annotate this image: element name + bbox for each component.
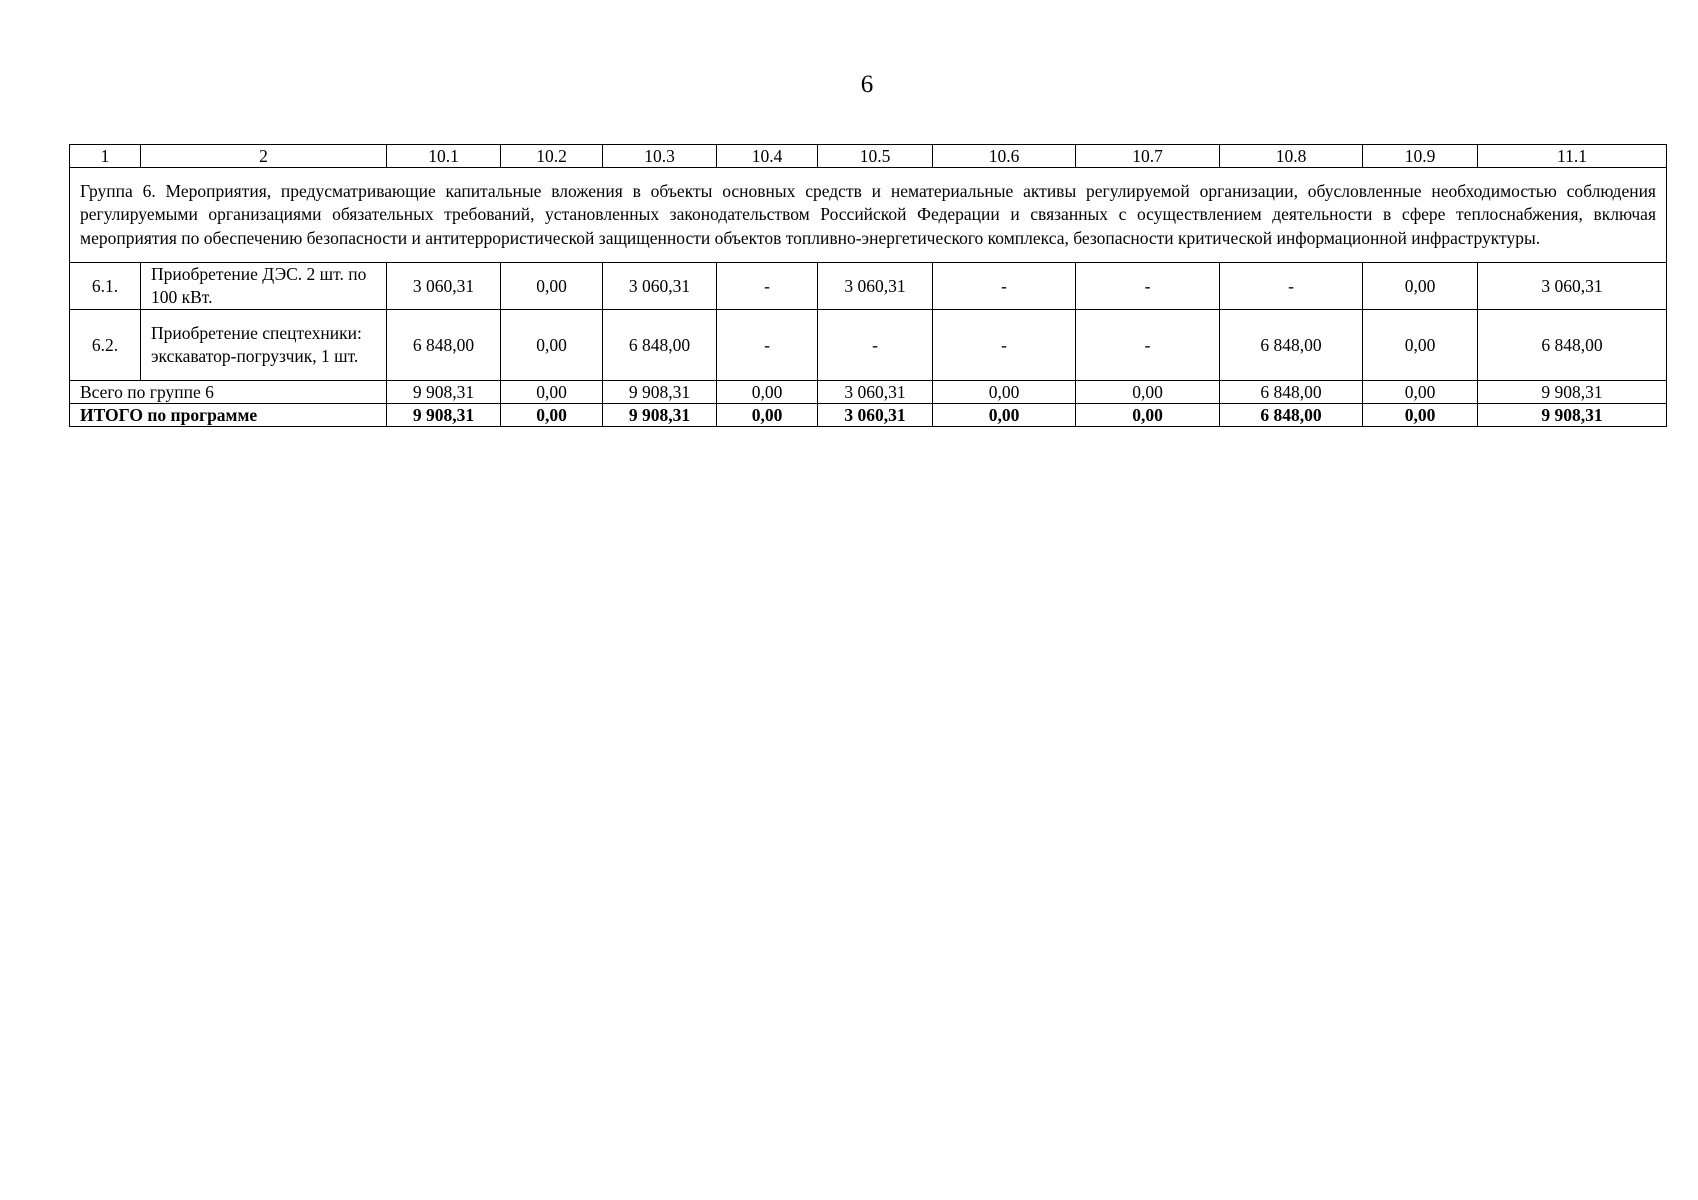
value-cell: 6 848,00: [387, 310, 501, 381]
value-cell: -: [818, 310, 933, 381]
value-cell: 9 908,31: [387, 381, 501, 404]
value-cell: 3 060,31: [818, 381, 933, 404]
value-cell: 0,00: [501, 310, 603, 381]
value-cell: 6 848,00: [603, 310, 717, 381]
value-cell: 0,00: [1076, 381, 1220, 404]
column-number-cell: 10.7: [1076, 145, 1220, 168]
value-cell: 6 848,00: [1220, 404, 1363, 427]
row-name: Приобретение спецтехники: экскаватор-погрузчик, 1 шт.: [141, 310, 387, 381]
table-row: [70, 263, 1667, 310]
value-cell: -: [1076, 263, 1220, 310]
value-cell: 3 060,31: [387, 263, 501, 310]
value-cell: 0,00: [1363, 263, 1478, 310]
value-cell: 3 060,31: [818, 263, 933, 310]
column-number-cell: 2: [141, 145, 387, 168]
value-cell: 9 908,31: [1478, 404, 1667, 427]
value-cell: -: [1076, 310, 1220, 381]
column-number-cell: 10.4: [717, 145, 818, 168]
value-cell: 0,00: [717, 404, 818, 427]
row-number: 6.1.: [70, 263, 141, 310]
value-cell: 9 908,31: [387, 404, 501, 427]
value-cell: 0,00: [1363, 404, 1478, 427]
row-number: 6.2.: [70, 310, 141, 381]
investment-program-table: [69, 144, 1667, 427]
value-cell: 9 908,31: [1478, 381, 1667, 404]
value-cell: 3 060,31: [603, 263, 717, 310]
value-cell: -: [717, 263, 818, 310]
value-cell: 0,00: [1363, 381, 1478, 404]
program-total-row: [70, 404, 1667, 427]
value-cell: 0,00: [501, 404, 603, 427]
value-cell: 0,00: [1076, 404, 1220, 427]
row-name: Приобретение ДЭС. 2 шт. по 100 кВт.: [141, 263, 387, 310]
value-cell: 6 848,00: [1478, 310, 1667, 381]
column-number-cell: 10.1: [387, 145, 501, 168]
column-number-cell: 10.8: [1220, 145, 1363, 168]
group-title: Группа 6. Мероприятия, предусматривающие капитальные вложения в объекты основных средств и нематериальные активы регулируемой организации, обусловленные необходимостью соблюдения регулируемыми организациями обязательных требований, установленных законодательством Российской Федерации и связанных с осуществлением деятельности в сфере теплоснабжения, включая мероприятия по обеспечению безопасности и антитеррористической защищенности объектов топливно-энергетического комплекса, безопасности критической информационной инфраструктуры.: [70, 168, 1667, 263]
column-number-cell: 1: [70, 145, 141, 168]
group-title-row: [70, 168, 1667, 263]
value-cell: -: [933, 310, 1076, 381]
value-cell: 0,00: [501, 381, 603, 404]
table-row: [70, 310, 1667, 381]
value-cell: 0,00: [933, 404, 1076, 427]
value-cell: 9 908,31: [603, 404, 717, 427]
value-cell: 0,00: [717, 381, 818, 404]
value-cell: -: [933, 263, 1076, 310]
column-number-cell: 11.1: [1478, 145, 1667, 168]
value-cell: 6 848,00: [1220, 381, 1363, 404]
value-cell: 0,00: [501, 263, 603, 310]
column-number-cell: 10.5: [818, 145, 933, 168]
value-cell: 3 060,31: [818, 404, 933, 427]
value-cell: 6 848,00: [1220, 310, 1363, 381]
group-total-label: Всего по группе 6: [70, 381, 387, 404]
column-number-cell: 10.9: [1363, 145, 1478, 168]
column-number-row: [70, 145, 1667, 168]
value-cell: 0,00: [1363, 310, 1478, 381]
value-cell: 3 060,31: [1478, 263, 1667, 310]
value-cell: -: [717, 310, 818, 381]
group-total-row: [70, 381, 1667, 404]
program-total-label: ИТОГО по программе: [70, 404, 387, 427]
column-number-cell: 10.2: [501, 145, 603, 168]
page-number: 6: [860, 71, 874, 98]
value-cell: 9 908,31: [603, 381, 717, 404]
value-cell: -: [1220, 263, 1363, 310]
column-number-cell: 10.3: [603, 145, 717, 168]
value-cell: 0,00: [933, 381, 1076, 404]
column-number-cell: 10.6: [933, 145, 1076, 168]
